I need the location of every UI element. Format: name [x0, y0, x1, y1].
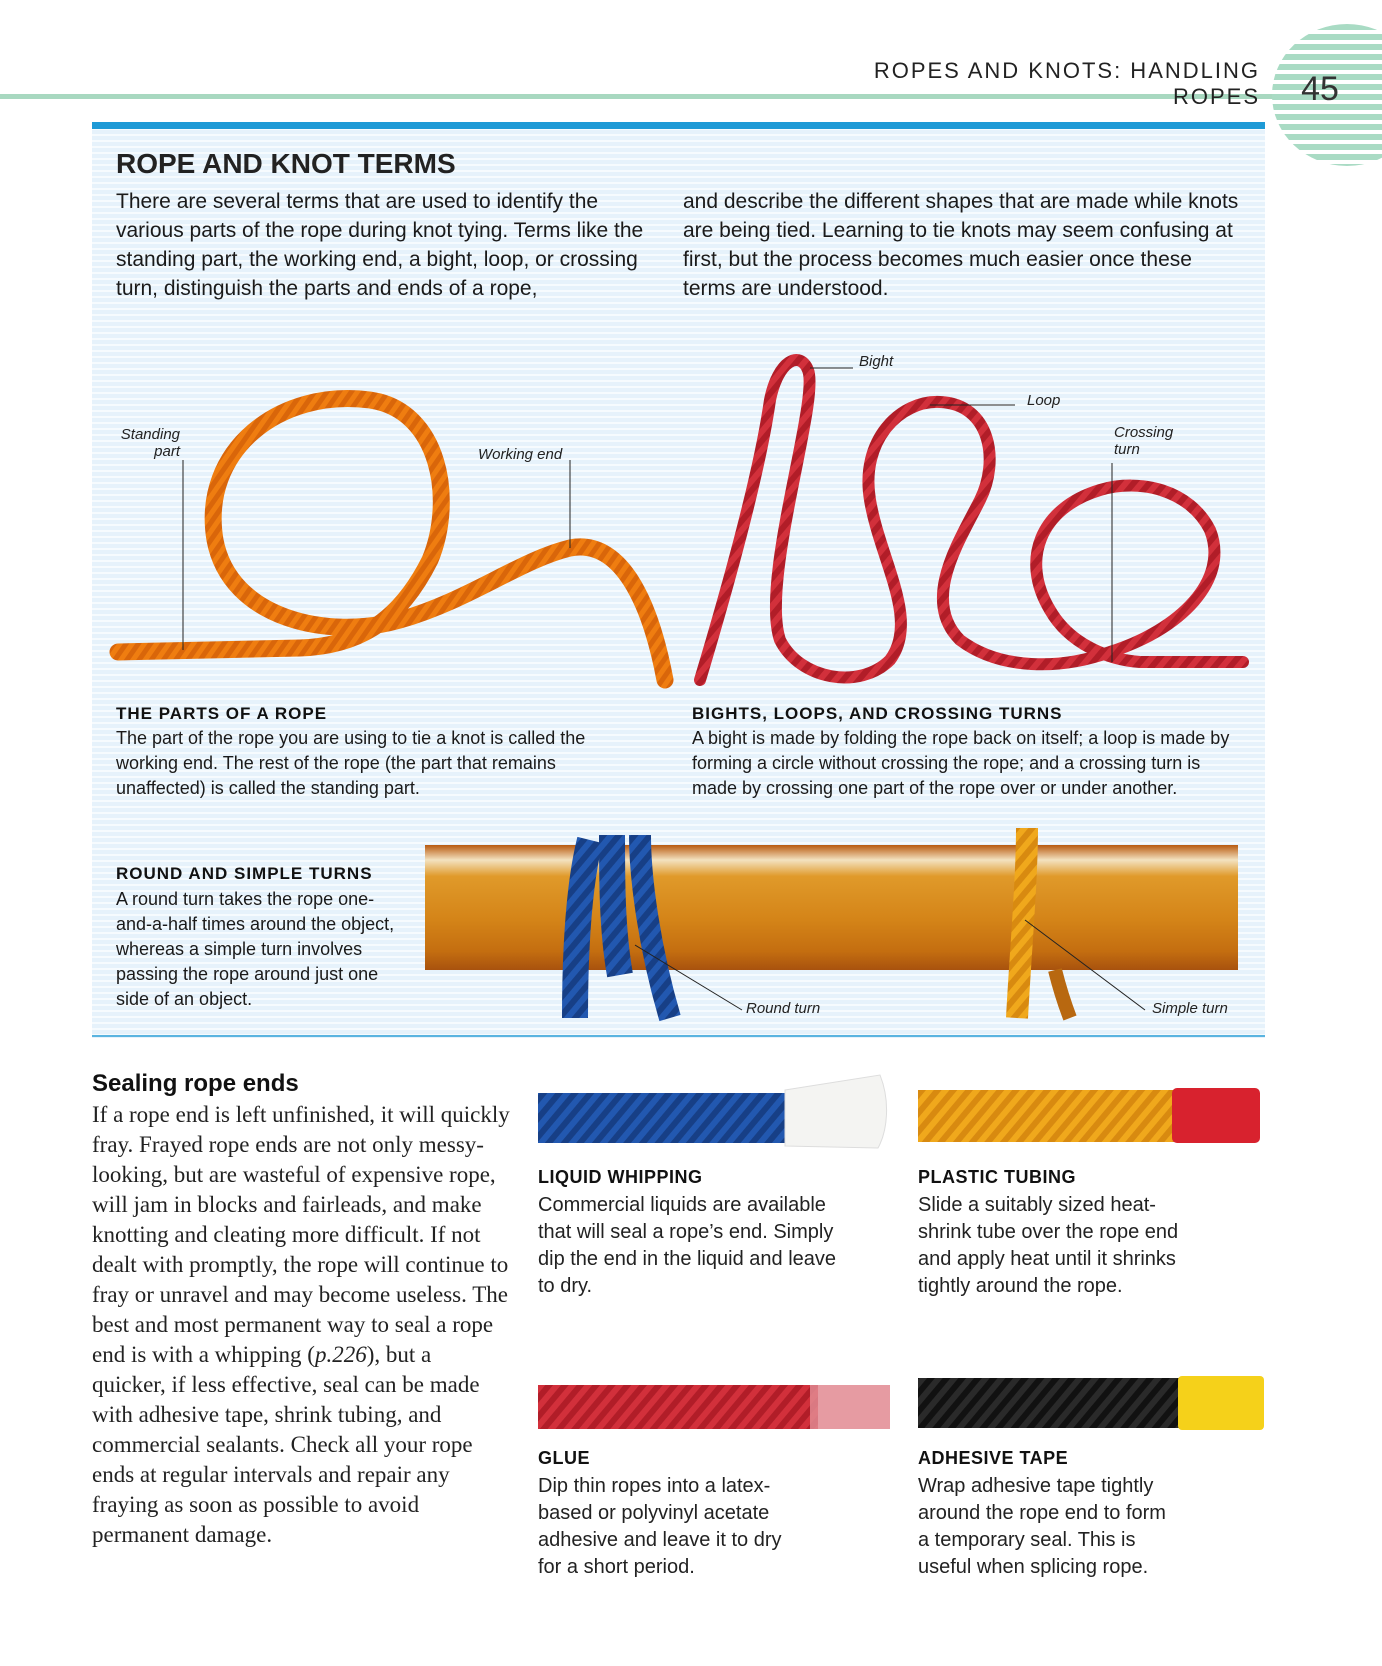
orange-rope [118, 399, 665, 680]
sealing-body-text-2: ), but a quicker, if less effective, seal can be made with adhesive tape, shrink tubing, and commercial sealants. Check all your rope ends at regular intervals and repair any fraying as soon as possible to avoid permanent damage. [92, 1342, 480, 1547]
label-round-turn: Round turn [746, 1000, 821, 1017]
label-crossing-turn: Crossing turn [1114, 424, 1174, 458]
adhesive-tape-heading: ADHESIVE TAPE [918, 1448, 1069, 1468]
parts-heading: THE PARTS OF A ROPE [116, 704, 328, 723]
adhesive-tape-rope [918, 1376, 1264, 1430]
running-header: ROPES AND KNOTS: HANDLING ROPES [873, 58, 1260, 109]
label-loop: Loop [1027, 392, 1061, 409]
turns-heading: ROUND AND SIMPLE TURNS [116, 864, 373, 883]
sealing-body-text-1: If a rope end is left unfinished, it will quickly fray. Frayed rope ends are not only messy-looking, but are wasteful of expensive rope, will jam in blocks and fairleads, and make knotting and cleating more difficult. If not dealt with promptly, the rope will continue to fray or unravel and may become useless. The best and most permanent way to seal a rope end is with a whipping ( [92, 1102, 510, 1367]
label-bight: Bight [859, 353, 894, 370]
panel-title: ROPE AND KNOT TERMS [116, 148, 456, 179]
glue-body: Dip thin ropes into a latex-based or polyvinyl acetate adhesive and leave it to dry for a short period. [538, 1475, 782, 1578]
bights-body: A bight is made by folding the rope back on itself; a loop is made by forming a circle without crossing the rope; and a crossing turn is made by crossing one part of the rope over or under another. [692, 728, 1230, 798]
plastic-tubing-heading: PLASTIC TUBING [918, 1167, 1076, 1187]
page-reference: p.226 [314, 1342, 367, 1367]
liquid-whipping-heading: LIQUID WHIPPING [538, 1167, 703, 1187]
bights-heading: BIGHTS, LOOPS, AND CROSSING TURNS [692, 704, 1063, 723]
sealing-body [92, 1100, 510, 1550]
red-rope [700, 360, 1243, 680]
glue-heading: GLUE [538, 1448, 591, 1468]
turns-body: A round turn takes the rope one-and-a-half times around the object, whereas a simple turn involves passing the rope around just one side of an object. [116, 889, 395, 1009]
sealing-heading: Sealing rope ends [92, 1070, 299, 1097]
label-standing-part: Standing part [120, 426, 180, 460]
plastic-tubing-body: Slide a suitably sized heat-shrink tube over the rope end and apply heat until it shrinks tightly around the rope. [918, 1194, 1179, 1297]
intro-text-left: There are several terms that are used to identify the various parts of the rope during knot tying. Terms like the standing part, the working end, a bight, loop, or crossing turn, distinguish the parts and ends of a rope, [116, 190, 644, 300]
wooden-pole [425, 845, 1238, 970]
label-simple-turn: Simple turn [1152, 1000, 1228, 1017]
plastic-tubing-rope [918, 1088, 1260, 1143]
page-number: 45 [1301, 70, 1339, 108]
parts-body: The part of the rope you are using to tie a knot is called the working end. The rest of the rope (the part that remains unaffected) is called the standing part. [116, 728, 586, 798]
glue-rope [538, 1385, 890, 1429]
label-working-end: Working end [478, 446, 563, 463]
liquid-whipping-rope [538, 1075, 887, 1148]
liquid-whipping-body: Commercial liquids are available that will seal a rope’s end. Simply dip the end in the liquid and leave to dry. [538, 1194, 837, 1297]
adhesive-tape-body: Wrap adhesive tape tightly around the rope end to form a temporary seal. This is useful when splicing rope. [918, 1475, 1166, 1578]
intro-text-right: and describe the different shapes that are made while knots are being tied. Learning to tie knots may seem confusing at first, but the process becomes much easier once these terms are understood. [683, 190, 1239, 300]
